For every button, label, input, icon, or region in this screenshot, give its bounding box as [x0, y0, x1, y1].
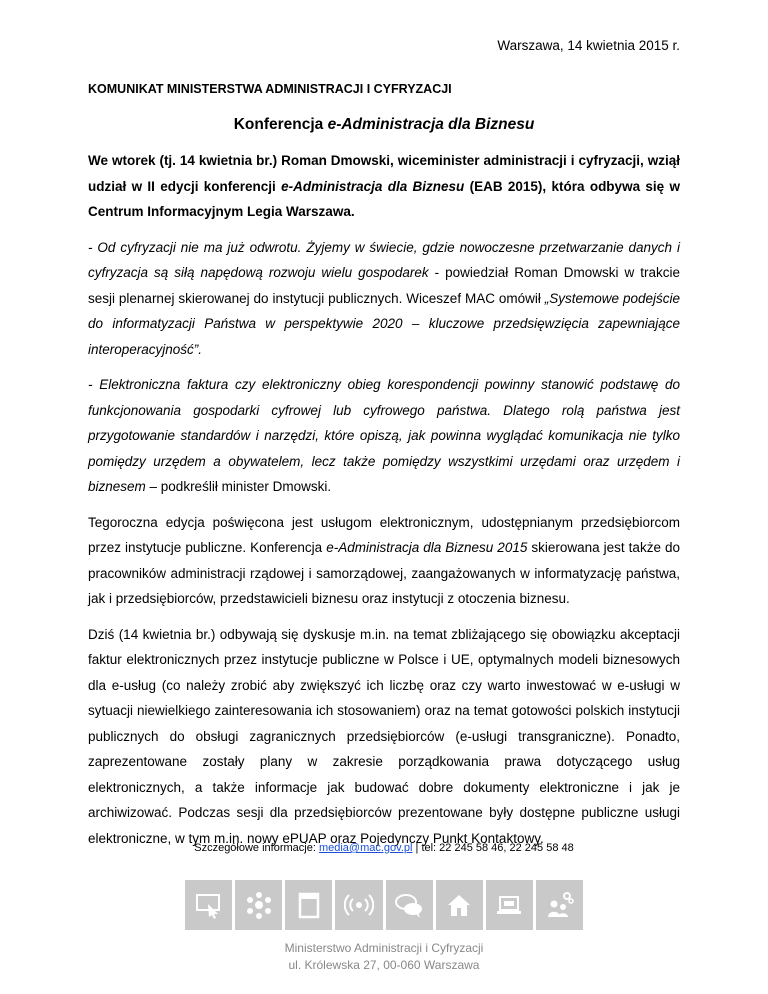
quote2-italic: - Elektroniczna faktura czy elektroniczny obieg korespondencji powinny stanowić podstawę do funkcjonowania gospodarki cyfrowej lub cyfrowego państwa. Dlatego rolą państwa jest przygotowanie standardów i narzędzi, które opiszą, jak powinna wyglądać komunikacja nie tylko pomiędzy urzędem a obywatelem, lecz także pomiędzy wszystkimi urzędami oraz urzędem i biznesem: [88, 377, 680, 494]
quote2-text: – podkreślił minister Dmowski.: [145, 479, 332, 494]
laptop-icon: [494, 890, 524, 920]
quote-paragraph-1: [88, 235, 680, 363]
ministry-address: [0, 940, 768, 974]
contact-info: [88, 842, 680, 854]
quote-paragraph-2: [88, 372, 680, 500]
email-link[interactable]: media@mac.gov.pl: [318, 842, 413, 854]
wireless-icon: [344, 890, 374, 920]
document-icon: [294, 890, 324, 920]
ministry-icon-strip: [185, 880, 583, 930]
quote1-italic2: „Systemowe podejście do informatyzacji Państwa w perspektywie 2020 – kluczowe przedsięwzięcia zapewniające interoperacyjność”.: [88, 290, 680, 357]
icon-tile: [536, 880, 583, 930]
house-icon: [444, 890, 474, 920]
people-gears-icon: [544, 890, 574, 920]
icon-tile: [185, 880, 232, 930]
lead-italic: e-Administracja dla Biznesu: [281, 178, 465, 194]
document-body: [88, 148, 680, 861]
contact-prefix: Szczegółowe informacje:: [194, 842, 319, 854]
title-prefix: Konferencja: [233, 116, 328, 133]
edition-text1: Tegoroczna edycja poświęcona jest usługom elektronicznym, udostępnianym przedsiębiorcom przez instytucje publiczne. Konferencja: [88, 514, 680, 555]
icon-tile: [436, 880, 483, 930]
document-title: [88, 116, 680, 134]
body-paragraph-discussions: Dziś (14 kwietnia br.) odbywają się dyskusje m.in. na temat zbliżającego się obowiązku akceptacji faktur elektronicznych przez instytucje publiczne w Polsce i UE, optymalnych modeli biznesowych dla e-usług (co należy zrobić aby zwiększyć ich liczbę oraz czy warto inwestować w e-usługi w sytuacji niewielkiego zainteresowania ich stosowaniem) oraz na temat gotowości polskich instytucji publicznych do obsługi zagranicznych przedsiębiorców (e-usługi transgraniczne). Ponadto, zaprezentowane zostały plany w zakresie porządkowania prawa dotyczącego usług elektronicznych, a także informacje jak budować dobre dokumenty elektroniczne i jak je archiwizować. Podczas sesji dla przedsiębiorców prezentowane były dostępne publiczne usługi elektroniczne, w tym m.in. nowy ePUAP oraz Pojedynczy Punkt Kontaktowy.: [88, 626, 680, 846]
lead-part2: (EAB 2015), która odbywa się w Centrum Informacyjnym Legia Warszawa.: [88, 178, 680, 219]
address-line-2: ul. Królewska 27, 00-060 Warszawa: [288, 958, 480, 972]
icon-tile: [386, 880, 433, 930]
icon-tile: [285, 880, 332, 930]
pointer-screen-icon: [194, 890, 224, 920]
date-line: Warszawa, 14 kwietnia 2015 r.: [497, 38, 680, 53]
lead-paragraph: [88, 148, 680, 225]
icon-tile: [335, 880, 382, 930]
lead-part1: We wtorek (tj. 14 kwietnia br.) Roman Dmowski, wiceminister administracji i cyfryzacji, wziął udział w II edycji konferencji: [88, 153, 680, 194]
icon-tile: [486, 880, 533, 930]
chat-bubbles-icon: [394, 890, 424, 920]
body-paragraph-edition: [88, 510, 680, 612]
contact-phones: | tel: 22 245 58 46, 22 245 58 48: [412, 842, 574, 854]
document-heading: KOMUNIKAT MINISTERSTWA ADMINISTRACJI I CYFRYZACJI: [88, 82, 452, 96]
quote1-italic: - Od cyfryzacji nie ma już odwrotu. Żyjemy w świecie, gdzie nowoczesne przetwarzanie danych i cyfryzacja są siłą napędową rozwoju wielu gospodarek: [88, 239, 680, 280]
edition-text2: skierowana jest także do pracowników administracji rządowej i samorządowej, zaangażowanych w informatyzację państwa, jak i przedsiębiorców, przedstawicieli biznesu oraz instytucji z otoczenia biznesu.: [88, 540, 680, 606]
edition-italic: e-Administracja dla Biznesu 2015: [326, 540, 528, 555]
address-line-1: Ministerstwo Administracji i Cyfryzacji: [284, 941, 484, 955]
title-italic: e-Administracja dla Biznesu: [327, 116, 535, 133]
quote1-text: - powiedział Roman Dmowski w trakcie sesji plenarnej skierowanej do instytucji publicznych. Wiceszef MAC omówił: [88, 265, 680, 306]
icon-tile: [235, 880, 282, 930]
network-dots-icon: [244, 890, 274, 920]
